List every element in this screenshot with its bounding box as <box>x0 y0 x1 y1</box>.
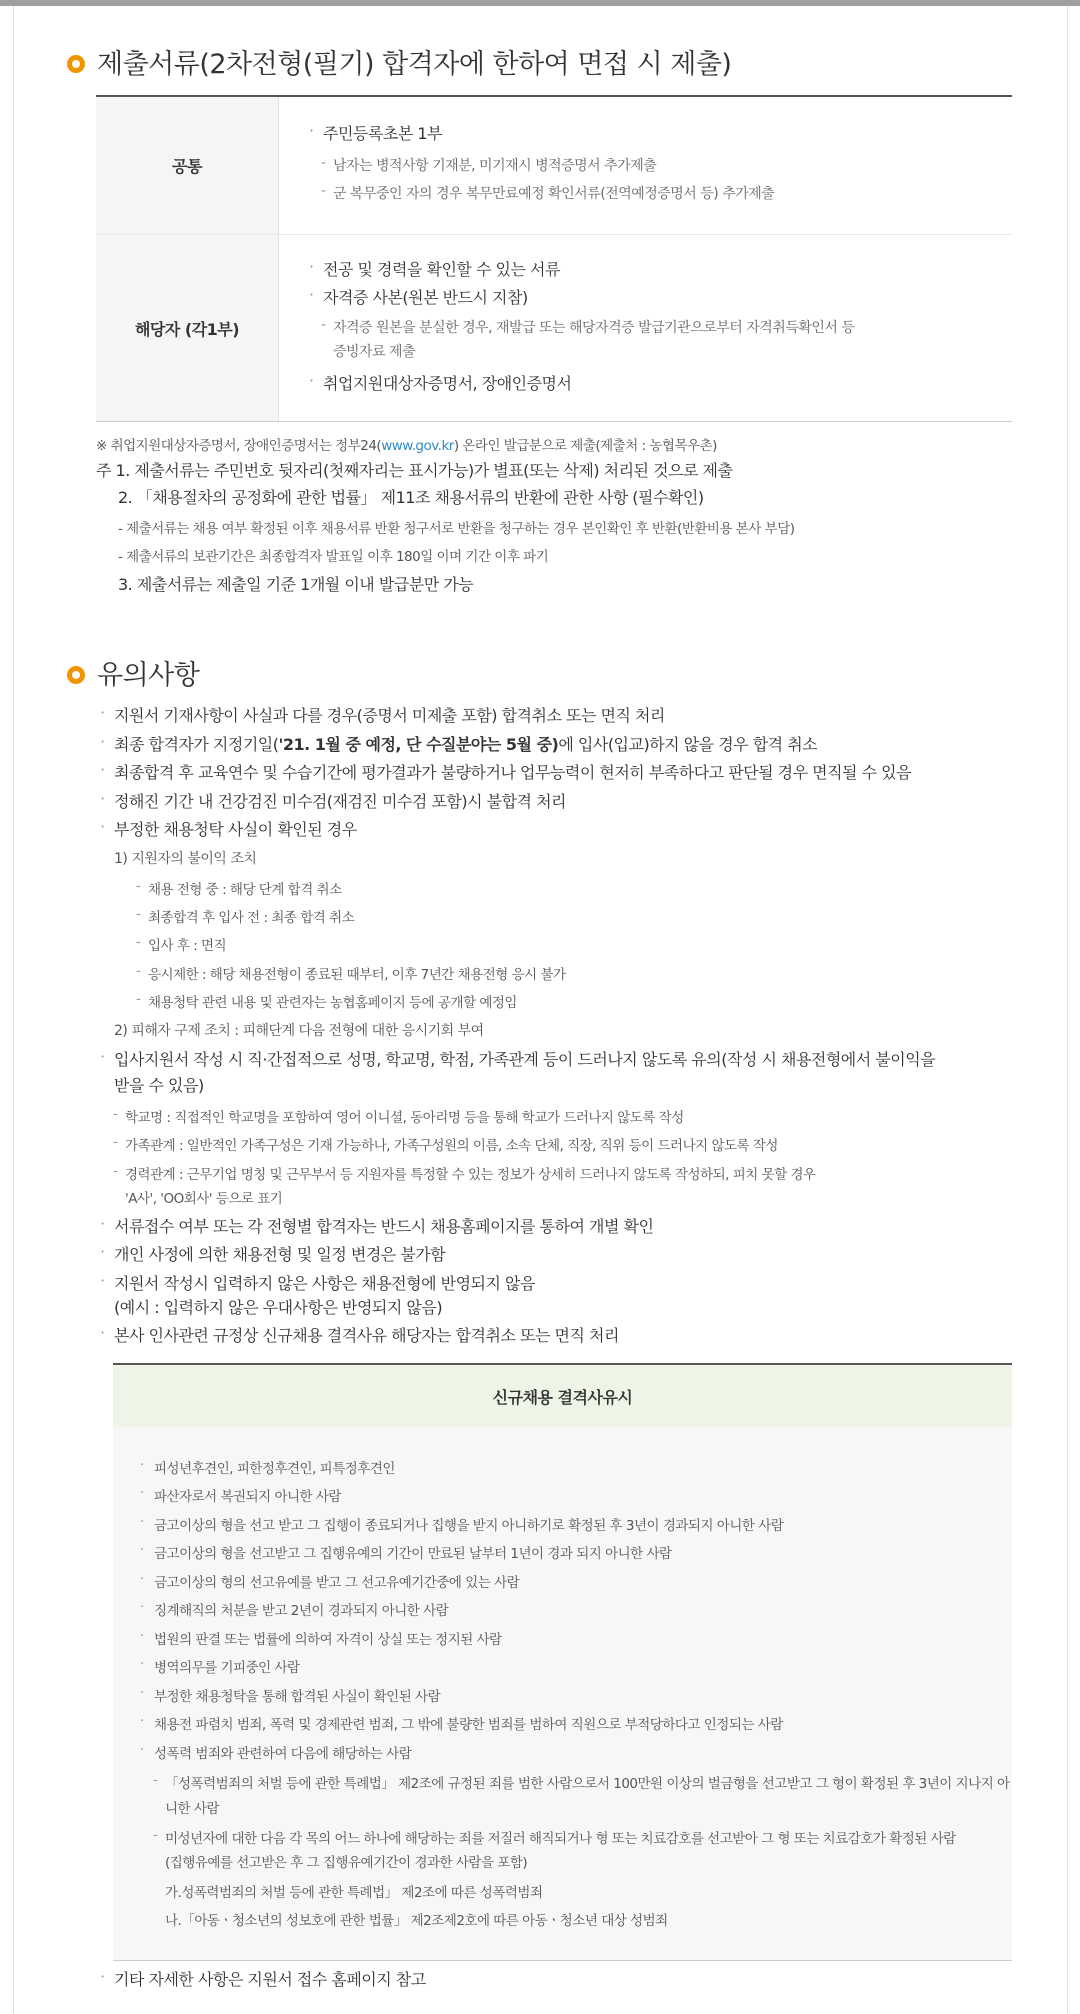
sub-heading: 1) 지원자의 불이익 조치 <box>114 851 257 867</box>
right-border <box>1067 6 1068 2014</box>
sub-list-item: - 가족관계 : 일반적인 가족구성은 기재 가능하나, 가족구성원의 이름, 소속 단체, 직장, 직위 등이 드러나지 않도록 작성 <box>125 1134 778 1154</box>
note-1: 주 1. 제출서류는 주민번호 뒷자리(첫째자리는 표시가능)가 별표(또는 삭제) 처리된 것으로 제출 <box>96 461 733 480</box>
top-border <box>0 0 1080 6</box>
list-item: · 지원서 작성시 입력하지 않은 사항은 채용전형에 반영되지 않음 <box>114 1271 535 1294</box>
list-item: · 최종 합격자가 지정기일('21. 1월 중 예정, 단 수질분야는 5월 중)에 입사(입교)하지 않을 경우 합격 취소 <box>114 732 817 755</box>
list-item: · 최종합격 후 교육연수 및 수습기간에 평가결과가 불량하거나 업무능력이 현저히 부족하다고 판단될 경우 면직될 수 있음 <box>114 760 911 783</box>
note-2: 2. 「채용절차의 공정화에 관한 법률」 제11조 채용서류의 반환에 관한 사항 (필수확인) <box>118 488 704 507</box>
box-item: · 병역의무를 기피중인 사람 <box>154 1656 300 1676</box>
box-item: · 금고이상의 형을 선고 받고 그 집행이 종료되거나 집행을 받지 아니하기로 확정된 후 3년이 경과되지 아니한 사람 <box>154 1514 783 1534</box>
section-title-text: 제출서류(2차전형(필기) 합격자에 한하여 면접 시 제출) <box>97 49 732 80</box>
list-item: · 취업지원대상자증명서, 장애인증명서 <box>323 371 571 394</box>
sub-list-item: - 학교명 : 직접적인 학교명을 포함하여 영어 이니셜, 동아리명 등을 통해 학교가 드러나지 않도록 작성 <box>125 1106 684 1126</box>
note-2-sub: - 제출서류의 보관기간은 최종합격자 발표일 이후 180일 이며 기간 이후 파기 <box>118 549 549 565</box>
row-content <box>279 235 1012 421</box>
box-item: · 금고이상의 형의 선고유예를 받고 그 선고유예기간중에 있는 사람 <box>154 1571 519 1591</box>
sub-list-item: - 남자는 병적사항 기재분, 미기재시 병적증명서 추가제출 <box>333 155 656 175</box>
box-item: · 피성년후견인, 피한정후견인, 피특정후견인 <box>154 1457 395 1477</box>
list-item: · 서류접수 여부 또는 각 전형별 합격자는 반드시 채용홈페이지를 통하여 개별 확인 <box>114 1214 653 1237</box>
box-item: · 부정한 채용청탁을 통해 합격된 사실이 확인된 사람 <box>154 1685 440 1705</box>
gov24-link[interactable]: www.gov.kr <box>381 438 454 454</box>
box-sub-item-cont: (집행유예를 선고받은 후 그 집행유예기간이 경과한 사람을 포함) <box>165 1855 528 1871</box>
sub-list-item-cont: 증빙자료 제출 <box>333 344 416 360</box>
list-item-cont: 받을 수 있음) <box>114 1076 204 1095</box>
list-item: · 주민등록초본 1부 <box>323 121 442 144</box>
list-item: · 지원서 기재사항이 사실과 다를 경우(증명서 미제출 포함) 합격취소 또는 면직 처리 <box>114 703 665 726</box>
circle-bullet-icon <box>67 666 85 684</box>
row-header: 해당자 (각1부) <box>96 235 279 421</box>
box-sub-item: - 「성폭력범죄의 처벌 등에 관한 특례법」 제2조에 규정된 죄를 범한 사람으로서 100만원 이상의 벌금형을 선고받고 그 형이 확정된 후 3년이 지나지 아 <box>165 1772 1010 1792</box>
box-item: · 성폭력 범죄와 관련하여 다음에 해당하는 사람 <box>154 1742 411 1762</box>
box-item: · 채용전 파렴치 범죄, 폭력 및 경제관련 범죄, 그 밖에 불량한 범죄를 범하여 직원으로 부적당하다고 인정되는 사람 <box>154 1713 783 1733</box>
sub-list-item: - 군 복무중인 자의 경우 복무만료예정 확인서류(전역예정증명서 등) 추가제출 <box>333 183 774 203</box>
list-item: · 정해진 기간 내 건강검진 미수검(재검진 미수검 포함)시 불합격 처리 <box>114 789 566 812</box>
box-item: · 파산자로서 복권되지 아니한 사람 <box>154 1485 341 1505</box>
sub-list-item-cont: 'A사', 'OO회사' 등으로 표기 <box>125 1191 283 1207</box>
note-gov24: ※ 취업지원대상자증명서, 장애인증명서는 정부24(www.gov.kr) 온라인 발급분으로 제출(제출처 : 농협목우촌) <box>96 438 717 454</box>
sub-list-item: - 채용 전형 중 : 해당 단계 합격 취소 <box>148 878 342 898</box>
section-title-text: 유의사항 <box>97 660 200 691</box>
box-title: 신규채용 결격사유시 <box>113 1365 1012 1427</box>
sub-list-item: - 자격증 원본을 분실한 경우, 재발급 또는 해당자격증 발급기관으로부터 자격취득확인서 등 <box>333 317 854 337</box>
list-item: · 자격증 사본(원본 반드시 지참) <box>323 285 528 308</box>
sub-list-item: - 최종합격 후 입사 전 : 최종 합격 취소 <box>148 906 354 926</box>
box-item: · 징계해직의 처분을 받고 2년이 경과되지 아니한 사람 <box>154 1599 448 1619</box>
list-item: · 부정한 채용청탁 사실이 확인된 경우 <box>114 817 357 840</box>
list-item: · 본사 인사관련 규정상 신규채용 결격사유 해당자는 합격취소 또는 면직 처리 <box>114 1323 619 1346</box>
circle-bullet-icon <box>67 55 85 73</box>
box-item: · 금고이상의 형을 선고받고 그 집행유예의 기간이 만료된 날부터 1년이 경과 되지 아니한 사람 <box>154 1542 672 1562</box>
section-title-notice <box>67 653 199 692</box>
list-item: · 전공 및 경력을 확인할 수 있는 서류 <box>323 257 560 280</box>
box-sub-item: 나.「아동ㆍ청소년의 성보호에 관한 법률」 제2조제2호에 따른 아동ㆍ청소년 대상 성범죄 <box>165 1913 668 1929</box>
list-item-cont: (예시 : 입력하지 않은 우대사항은 반영되지 않음) <box>114 1298 443 1317</box>
left-border <box>13 6 14 2014</box>
sub-list-item: - 채용청탁 관련 내용 및 관련자는 농협홈페이지 등에 공개할 예정임 <box>148 991 517 1011</box>
row-header: 공통 <box>96 97 279 234</box>
sub-heading: 2) 피해자 구제 조치 : 피해단계 다음 전형에 대한 응시기회 부여 <box>114 1023 484 1039</box>
sub-list-item: - 경력관계 : 근무기업 명칭 및 근무부서 등 지원자를 특정할 수 있는 정보가 상세히 드러나지 않도록 작성하되, 피치 못할 경우 <box>125 1163 816 1183</box>
box-sub-item: - 미성년자에 대한 다음 각 목의 어느 하나에 해당하는 죄를 저질러 해직되거나 형 또는 치료감호를 선고받아 그 형 또는 치료감호가 확정된 사람 <box>165 1827 956 1847</box>
sub-list-item: - 입사 후 : 면직 <box>148 934 226 954</box>
list-item: · 개인 사정에 의한 채용전형 및 일정 변경은 불가함 <box>114 1242 445 1265</box>
list-item: · 입사지원서 작성 시 직·간접적으로 성명, 학교명, 학점, 가족관계 등이 드러나지 않도록 유의(작성 시 채용전형에서 불이익을 <box>114 1047 935 1070</box>
section-title-documents <box>67 42 731 81</box>
box-sub-item-cont: 니한 사람 <box>165 1801 219 1817</box>
note-2-sub: - 제출서류는 채용 여부 확정된 이후 채용서류 반환 청구서로 반환을 청구하는 경우 본인확인 후 반환(반환비용 본사 부담) <box>118 521 795 537</box>
note-3: 3. 제출서류는 제출일 기준 1개월 이내 발급분만 가능 <box>118 575 474 594</box>
box-sub-item: 가.성폭력범죄의 처벌 등에 관한 특례법」 제2조에 따른 성폭력범죄 <box>165 1885 543 1901</box>
list-item: · 기타 자세한 사항은 지원서 접수 홈페이지 참고 <box>114 1967 426 1990</box>
documents-table <box>96 95 1012 422</box>
row-content <box>279 97 1012 234</box>
sub-list-item: - 응시제한 : 해당 채용전형이 종료된 때부터, 이후 7년간 채용전형 응시 불가 <box>148 963 566 983</box>
table-row <box>96 97 1012 235</box>
table-row <box>96 235 1012 421</box>
box-item: · 법원의 판결 또는 법률에 의하여 자격이 상실 또는 정지된 사람 <box>154 1628 502 1648</box>
